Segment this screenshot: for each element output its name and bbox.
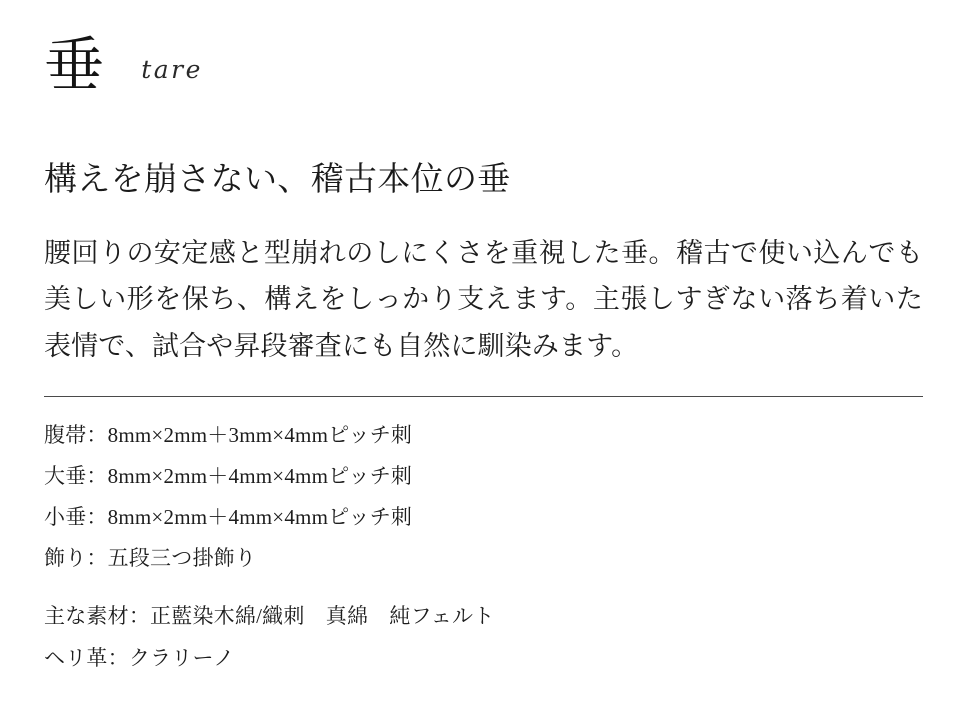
page-header [44,33,923,120]
product-headline: 構えを崩さない、稽古本位の垂 [44,162,511,198]
spec-item: 主な素材：正藍染木綿/織刺 真綿 純フェルト [44,603,495,628]
specs-secondary-list [44,595,923,679]
spec-item: 小垂：8mm×2mm＋4mm×4mmピッチ刺 [44,505,413,530]
product-romaji-title: tare [141,55,203,84]
spec-item: 大垂：8mm×2mm＋4mm×4mmピッチ刺 [44,464,413,489]
spec-item: 腹帯：8mm×2mm＋3mm×4mmピッチ刺 [44,423,413,448]
section-divider [44,396,923,397]
product-kanji-title: 垂 [44,33,106,99]
spec-item: 飾り：五段三つ掛飾り [44,546,257,571]
spec-item: ヘリ革：クラリーノ [44,645,235,670]
specs-primary-list [44,415,923,579]
product-description: 腰回りの安定感と型崩れのしにくさを重視した垂。稽古で使い込んでも美しい形を保ち、構えをしっかり支えます。主張しすぎない落ち着いた表情で、試合や昇段審査にも自然に馴染みます。 [44,237,923,361]
